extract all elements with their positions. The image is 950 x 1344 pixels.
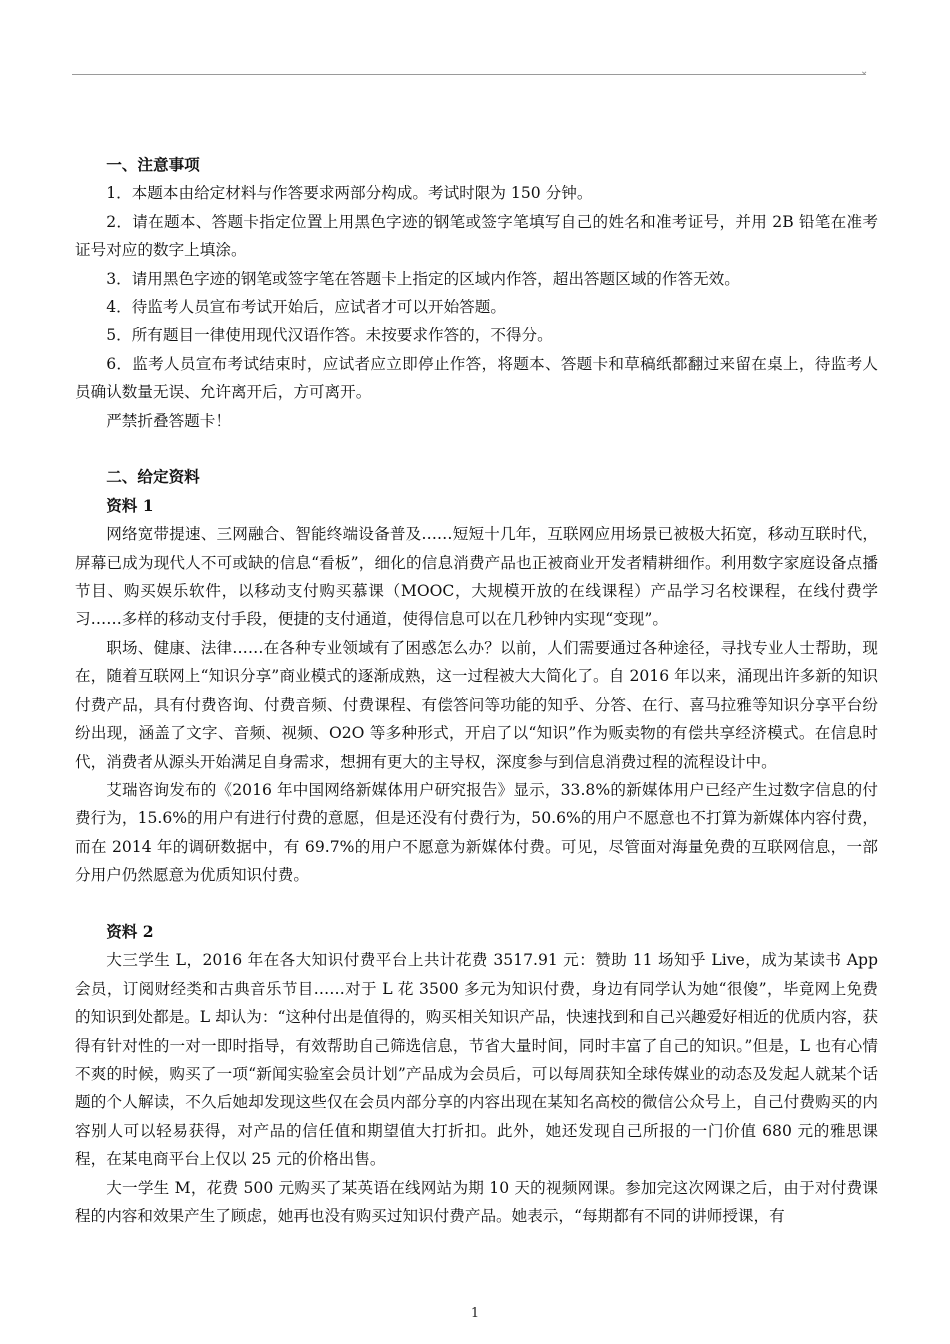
section-gap (75, 435, 878, 463)
notice-item: 4．待监考人员宣布考试开始后，应试者才可以开始答题。 (106, 298, 506, 317)
material-paragraph: 大三学生 L，2016 年在各大知识付费平台上共计花费 3517.91 元：赞助 11 场知乎 Live，成为某读书 App 会员，订阅财经类和古典音乐节目……对于 L 花 3500 多元为知识付费，身边有同学认为她“很傻”，毕竟网上免费的知识到处都是。L 却认为：“这种付出是值得的，购买相关知识产品，快速找到和自己兴趣爱好相近的优质内容，获得有针对性的一对一即时指导，有效帮助自己筛选信息，节省大量时间，同时丰富了自己的知识。”但是，L 也有心情不爽的时候，购买了一项“新闻实验室会员计划”产品成为会员后，可以每周获知全球传媒业的动态及发起人就某个话题的个人解读，不久后她却发现这些仅在会员内部分享的内容出现在某知名高校的微信公众号上，自己付费购买的内容别人可以轻易获得，对产品的信任值和期望值大打折扣。此外，她还发现自己所报的一门价值 680 元的雅思课程，在某电商平台上仅以 25 元的价格出售。 (75, 951, 878, 1169)
notice-item: 6．监考人员宣布考试结束时，应试者应立即停止作答，将题本、答题卡和草稿纸都翻过来留在桌上，待监考人员确认数量无误、允许离开后，方可离开。 (75, 354, 878, 402)
header-mark: ⌄ (860, 66, 869, 77)
material-paragraph: 艾瑞咨询发布的《2016 年中国网络新媒体用户研究报告》显示，33.8%的新媒体用户已经产生过数字信息的付费行为，15.6%的用户有进行付费的意愿，但是还没有付费行为，50.6%的用户不愿意也不打算为新媒体内容付费，而在 2014 年的调研数据中，有 69.7%的用户不愿意为新媒体付费。可见，尽管面对海量免费的互联网信息，一部分用户仍然愿意为优质知识付费。 (75, 780, 878, 885)
notice-item: 3．请用黑色字迹的钢笔或签字笔在答题卡上指定的区域内作答，超出答题区域的作答无效。 (106, 269, 740, 288)
materials-heading: 二、给定资料 (106, 467, 200, 487)
notice-item: 1．本题本由给定材料与作答要求两部分构成。考试时限为 150 分钟。 (106, 184, 593, 203)
material-paragraph: 职场、健康、法律……在各种专业领域有了困惑怎么办？以前，人们需要通过各种途径，寻找专业人士帮助，现在，随着互联网上“知识分享”商业模式的逐渐成熟，这一过程被大大简化了。自 2016 年以来，涌现出许多新的知识付费产品，具有付费咨询、付费音频、付费课程、有偿答问等功能的知乎、分答、在行、喜马拉雅等知识分享平台纷纷出现，涵盖了文字、音频、视频、O2O 等多种形式，开启了以“知识”作为贩卖物的有偿共享经济模式。在信息时代，消费者从源头开始满足自身需求，想拥有更大的主导权，深度参与到信息消费过程的流程设计中。 (75, 638, 878, 771)
section-gap (75, 890, 878, 918)
header-rule (72, 74, 866, 75)
material-paragraph: 大一学生 M，花费 500 元购买了某英语在线网站为期 10 天的视频网课。参加完这次网课之后，由于对付费课程的内容和效果产生了顾虑，她再也没有购买过知识付费产品。她表示，“每期都有不同的讲师授课，有 (75, 1178, 878, 1225)
material-1-title: 资料 1 (106, 495, 154, 515)
page-number: 1 (470, 1306, 480, 1321)
material-paragraph: 网络宽带提速、三网融合、智能终端设备普及……短短十几年，互联网应用场景已被极大拓宽，移动互联时代，屏幕已成为现代人不可或缺的信息“看板”，细化的信息消费产品也正被商业开发者精耕细作。利用数字家庭设备点播节目、购买娱乐软件，以移动支付购买慕课（MOOC，大规模开放的在线课程）产品学习名校课程，在线付费学习……多样的移动支付手段，便捷的支付通道，使得信息可以在几秒钟内实现“变现”。 (75, 525, 878, 629)
notice-item: 2．请在题本、答题卡指定位置上用黑色字迹的钢笔或签字笔填写自己的姓名和准考证号，并用 2B 铅笔在准考证号对应的数字上填涂。 (75, 212, 878, 260)
document-body (75, 151, 878, 1230)
material-2-title: 资料 2 (106, 921, 154, 941)
notice-heading: 一、注意事项 (106, 155, 200, 174)
notice-warning: 严禁折叠答题卡！ (106, 411, 231, 430)
notice-item: 5．所有题目一律使用现代汉语作答。未按要求作答的，不得分。 (106, 326, 553, 345)
